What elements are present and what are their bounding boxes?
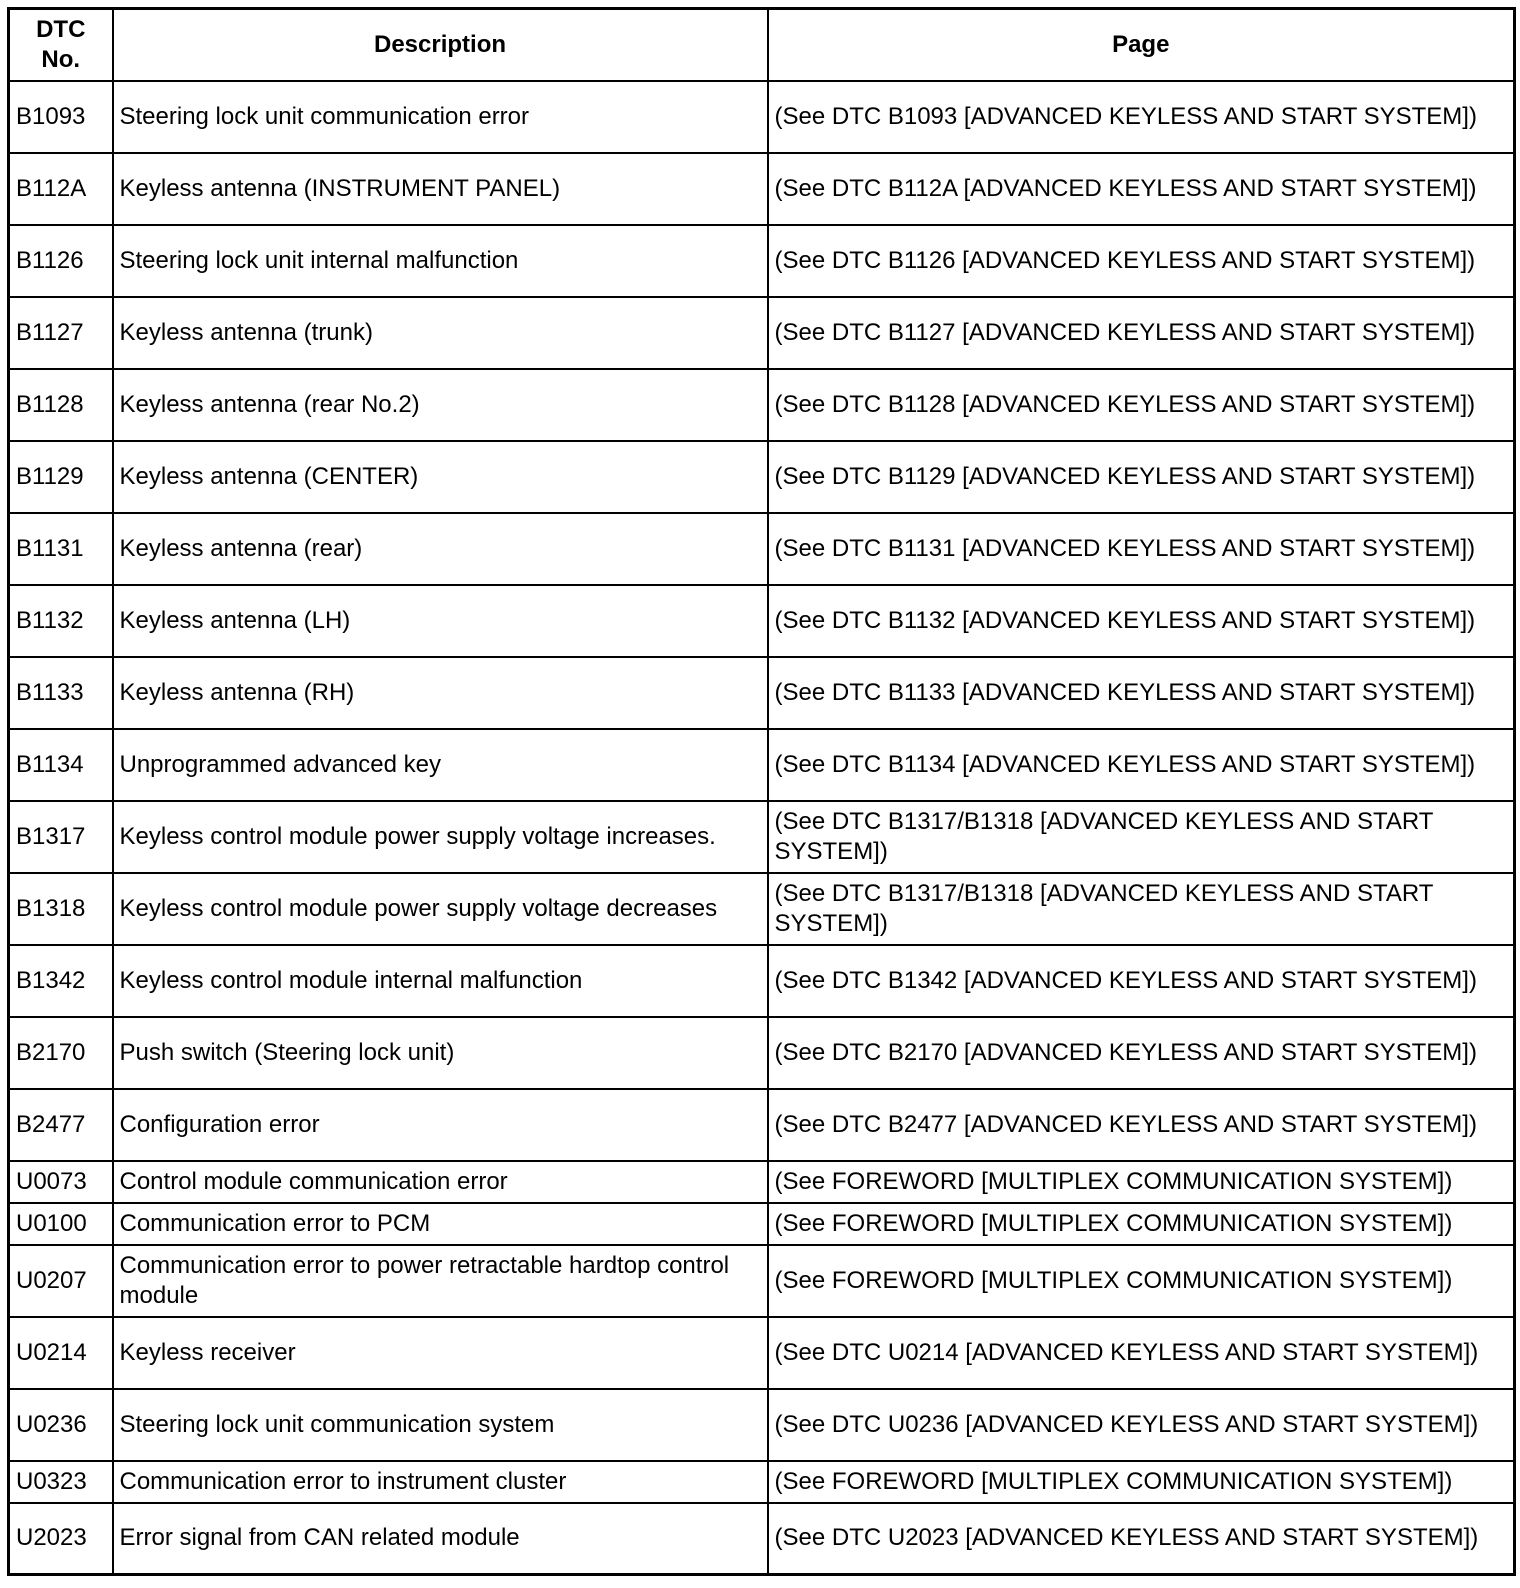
page-reference-cell: (See DTC B1317/B1318 [ADVANCED KEYLESS AND START SYSTEM]) — [768, 873, 1515, 945]
table-row — [9, 1389, 1515, 1461]
table-row — [9, 81, 1515, 153]
description-cell: Keyless antenna (rear) — [113, 513, 768, 585]
page-reference-cell: (See DTC B1128 [ADVANCED KEYLESS AND START SYSTEM]) — [768, 369, 1515, 441]
dtc-code-cell: B1129 — [9, 441, 113, 513]
page-reference-cell: (See DTC B1342 [ADVANCED KEYLESS AND START SYSTEM]) — [768, 945, 1515, 1017]
page-reference-cell: (See DTC B1317/B1318 [ADVANCED KEYLESS AND START SYSTEM]) — [768, 801, 1515, 873]
dtc-code-cell: B1127 — [9, 297, 113, 369]
dtc-code-cell: B2170 — [9, 1017, 113, 1089]
dtc-table-container — [7, 7, 1516, 1576]
dtc-code-cell: B1133 — [9, 657, 113, 729]
table-row — [9, 1461, 1515, 1503]
table-row — [9, 297, 1515, 369]
page-reference-cell: (See DTC B112A [ADVANCED KEYLESS AND START SYSTEM]) — [768, 153, 1515, 225]
page-reference-cell: (See DTC B2477 [ADVANCED KEYLESS AND START SYSTEM]) — [768, 1089, 1515, 1161]
description-cell: Steering lock unit communication error — [113, 81, 768, 153]
table-row — [9, 225, 1515, 297]
description-cell: Push switch (Steering lock unit) — [113, 1017, 768, 1089]
description-cell: Keyless control module power supply voltage decreases — [113, 873, 768, 945]
dtc-code-cell: U0323 — [9, 1461, 113, 1503]
table-row — [9, 1017, 1515, 1089]
description-cell: Keyless antenna (LH) — [113, 585, 768, 657]
page-reference-cell: (See FOREWORD [MULTIPLEX COMMUNICATION SYSTEM]) — [768, 1245, 1515, 1317]
page-reference-cell: (See DTC B2170 [ADVANCED KEYLESS AND START SYSTEM]) — [768, 1017, 1515, 1089]
description-cell: Keyless antenna (rear No.2) — [113, 369, 768, 441]
page-reference-cell: (See FOREWORD [MULTIPLEX COMMUNICATION SYSTEM]) — [768, 1461, 1515, 1503]
description-cell: Error signal from CAN related module — [113, 1503, 768, 1575]
dtc-code-cell: B1342 — [9, 945, 113, 1017]
description-cell: Communication error to power retractable hardtop control module — [113, 1245, 768, 1317]
table-row — [9, 1317, 1515, 1389]
page-reference-cell: (See DTC B1131 [ADVANCED KEYLESS AND START SYSTEM]) — [768, 513, 1515, 585]
table-row — [9, 729, 1515, 801]
table-row — [9, 1203, 1515, 1245]
table-row — [9, 513, 1515, 585]
table-row — [9, 369, 1515, 441]
dtc-code-cell: B1317 — [9, 801, 113, 873]
header-page: Page — [768, 9, 1515, 81]
dtc-table — [7, 7, 1516, 1576]
description-cell: Steering lock unit communication system — [113, 1389, 768, 1461]
dtc-code-cell: U0214 — [9, 1317, 113, 1389]
dtc-code-cell: U0073 — [9, 1161, 113, 1203]
dtc-code-cell: B1134 — [9, 729, 113, 801]
table-row — [9, 1503, 1515, 1575]
description-cell: Keyless antenna (RH) — [113, 657, 768, 729]
page-reference-cell: (See DTC B1132 [ADVANCED KEYLESS AND START SYSTEM]) — [768, 585, 1515, 657]
dtc-code-cell: B2477 — [9, 1089, 113, 1161]
description-cell: Keyless control module internal malfunction — [113, 945, 768, 1017]
dtc-code-cell: U0236 — [9, 1389, 113, 1461]
dtc-code-cell: U0100 — [9, 1203, 113, 1245]
description-cell: Communication error to PCM — [113, 1203, 768, 1245]
header-row — [9, 9, 1515, 81]
table-row — [9, 873, 1515, 945]
page-reference-cell: (See DTC B1127 [ADVANCED KEYLESS AND START SYSTEM]) — [768, 297, 1515, 369]
description-cell: Keyless antenna (INSTRUMENT PANEL) — [113, 153, 768, 225]
description-cell: Keyless receiver — [113, 1317, 768, 1389]
table-row — [9, 801, 1515, 873]
table-row — [9, 585, 1515, 657]
description-cell: Unprogrammed advanced key — [113, 729, 768, 801]
description-cell: Configuration error — [113, 1089, 768, 1161]
dtc-code-cell: B1131 — [9, 513, 113, 585]
page-reference-cell: (See FOREWORD [MULTIPLEX COMMUNICATION SYSTEM]) — [768, 1203, 1515, 1245]
header-description: Description — [113, 9, 768, 81]
dtc-code-cell: U2023 — [9, 1503, 113, 1575]
page-reference-cell: (See DTC U2023 [ADVANCED KEYLESS AND START SYSTEM]) — [768, 1503, 1515, 1575]
table-body — [9, 81, 1515, 1575]
table-row — [9, 945, 1515, 1017]
description-cell: Keyless antenna (trunk) — [113, 297, 768, 369]
dtc-code-cell: B1132 — [9, 585, 113, 657]
dtc-code-cell: B112A — [9, 153, 113, 225]
page-reference-cell: (See FOREWORD [MULTIPLEX COMMUNICATION SYSTEM]) — [768, 1161, 1515, 1203]
page-reference-cell: (See DTC B1134 [ADVANCED KEYLESS AND START SYSTEM]) — [768, 729, 1515, 801]
dtc-code-cell: B1318 — [9, 873, 113, 945]
table-row — [9, 1245, 1515, 1317]
description-cell: Control module communication error — [113, 1161, 768, 1203]
dtc-code-cell: B1128 — [9, 369, 113, 441]
table-row — [9, 1089, 1515, 1161]
table-row — [9, 153, 1515, 225]
page-reference-cell: (See DTC U0214 [ADVANCED KEYLESS AND START SYSTEM]) — [768, 1317, 1515, 1389]
table-row — [9, 657, 1515, 729]
page-reference-cell: (See DTC B1126 [ADVANCED KEYLESS AND START SYSTEM]) — [768, 225, 1515, 297]
description-cell: Keyless control module power supply voltage increases. — [113, 801, 768, 873]
dtc-code-cell: B1093 — [9, 81, 113, 153]
page-reference-cell: (See DTC B1133 [ADVANCED KEYLESS AND START SYSTEM]) — [768, 657, 1515, 729]
description-cell: Keyless antenna (CENTER) — [113, 441, 768, 513]
table-row — [9, 1161, 1515, 1203]
page-reference-cell: (See DTC U0236 [ADVANCED KEYLESS AND START SYSTEM]) — [768, 1389, 1515, 1461]
dtc-code-cell: U0207 — [9, 1245, 113, 1317]
description-cell: Communication error to instrument cluster — [113, 1461, 768, 1503]
description-cell: Steering lock unit internal malfunction — [113, 225, 768, 297]
header-dtc-no: DTC No. — [9, 9, 113, 81]
page-reference-cell: (See DTC B1129 [ADVANCED KEYLESS AND START SYSTEM]) — [768, 441, 1515, 513]
table-row — [9, 441, 1515, 513]
page-reference-cell: (See DTC B1093 [ADVANCED KEYLESS AND START SYSTEM]) — [768, 81, 1515, 153]
dtc-code-cell: B1126 — [9, 225, 113, 297]
